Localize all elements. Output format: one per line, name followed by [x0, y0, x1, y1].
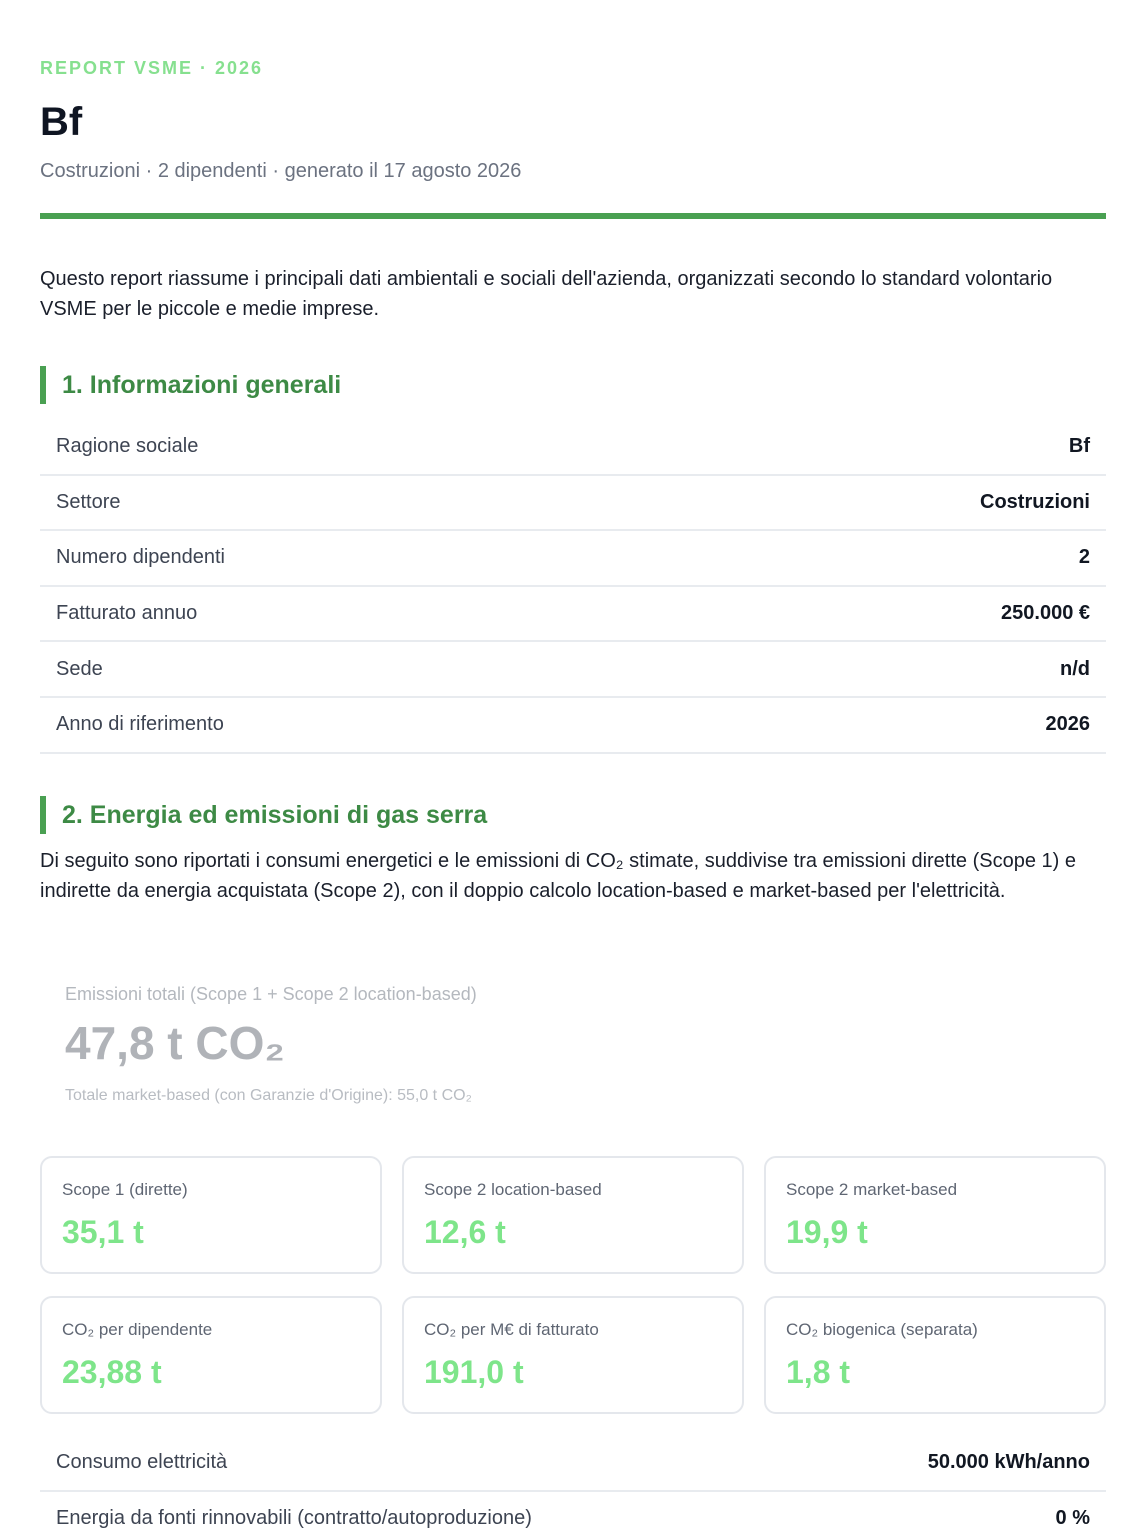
- metric-card: [764, 1296, 1106, 1414]
- section-2-title: 2. Energia ed emissioni di gas serra: [62, 800, 488, 829]
- metric-card-value: 35,1 t: [62, 1214, 144, 1250]
- row-label: Settore: [56, 490, 121, 513]
- table-row: [40, 1436, 1106, 1492]
- section-2-description: Di seguito sono riportati i consumi energetici e le emissioni di CO₂ stimate, suddivise tra emissioni dirette (Scope 1) e indirette da energia acquistata (Scope 2), con il doppio calcolo location-based e market-based per l'elettricità.: [40, 850, 1076, 902]
- metric-card-label: CO₂ per M€ di fatturato: [424, 1320, 599, 1339]
- total-emissions-value: 47,8 t CO₂: [65, 1017, 285, 1069]
- row-label: Ragione sociale: [56, 435, 199, 458]
- row-label: Energia da fonti rinnovabili (contratto/autoproduzione): [56, 1506, 532, 1528]
- metric-card-label: Scope 2 market-based: [786, 1180, 958, 1199]
- section-2-heading: [40, 796, 487, 834]
- row-value: Costruzioni: [980, 490, 1090, 513]
- table-row: [40, 698, 1106, 754]
- metric-card-label: CO₂ per dipendente: [62, 1320, 213, 1339]
- section-1-title: 1. Informazioni generali: [62, 370, 342, 399]
- report-subtitle: Costruzioni · 2 dipendenti · generato il 17 agosto 2026: [40, 160, 522, 182]
- row-label: Fatturato annuo: [56, 602, 198, 625]
- row-label: Numero dipendenti: [56, 546, 225, 569]
- metric-card: [764, 1156, 1106, 1274]
- metric-card-value: 12,6 t: [424, 1214, 506, 1250]
- section-2-accent-bar: [40, 796, 46, 834]
- row-value: 2026: [1045, 713, 1090, 736]
- header-divider: [40, 213, 1106, 219]
- metric-card: [402, 1296, 744, 1414]
- table-row: [40, 420, 1106, 476]
- metric-card-label: Scope 2 location-based: [424, 1180, 602, 1199]
- metric-card-label: Scope 1 (dirette): [62, 1180, 188, 1199]
- row-value: 0 %: [1055, 1506, 1090, 1528]
- metric-card: [402, 1156, 744, 1274]
- section-1-accent-bar: [40, 366, 46, 404]
- metric-card-label: CO₂ biogenica (separata): [786, 1320, 978, 1339]
- market-based-total-note: Totale market-based (con Garanzie d'Origine): 55,0 t CO₂: [65, 1087, 472, 1104]
- metric-card-value: 191,0 t: [424, 1354, 524, 1390]
- row-label: Sede: [56, 657, 103, 680]
- row-value: 50.000 kWh/anno: [927, 1451, 1090, 1474]
- row-value: 250.000 €: [1001, 602, 1090, 625]
- general-info-table: [40, 420, 1106, 754]
- row-value: n/d: [1060, 657, 1090, 680]
- row-label: Anno di riferimento: [56, 713, 224, 736]
- metric-card-value: 1,8 t: [786, 1354, 851, 1390]
- table-row: [40, 531, 1106, 587]
- metric-card-value: 19,9 t: [786, 1214, 868, 1250]
- section-1-heading: [40, 366, 341, 404]
- metric-card: [40, 1156, 382, 1274]
- table-row: [40, 476, 1106, 532]
- table-row: [40, 642, 1106, 698]
- row-value: Bf: [1068, 435, 1090, 458]
- report-eyebrow: REPORT VSME · 2026: [40, 58, 264, 78]
- company-title: Bf: [40, 100, 83, 144]
- energy-table: [40, 1436, 1106, 1528]
- table-row: [40, 1492, 1106, 1528]
- table-row: [40, 587, 1106, 643]
- emissions-cards-grid: [40, 1156, 1106, 1414]
- row-value: 2: [1078, 546, 1090, 569]
- row-label: Consumo elettricità: [56, 1451, 228, 1474]
- metric-card: [40, 1296, 382, 1414]
- intro-paragraph: Questo report riassume i principali dati ambientali e sociali dell'azienda, organizzati secondo lo standard volontario VSME per le piccole e medie imprese.: [40, 268, 1053, 320]
- total-emissions-label: Emissioni totali (Scope 1 + Scope 2 location-based): [65, 984, 477, 1004]
- metric-card-value: 23,88 t: [62, 1354, 162, 1390]
